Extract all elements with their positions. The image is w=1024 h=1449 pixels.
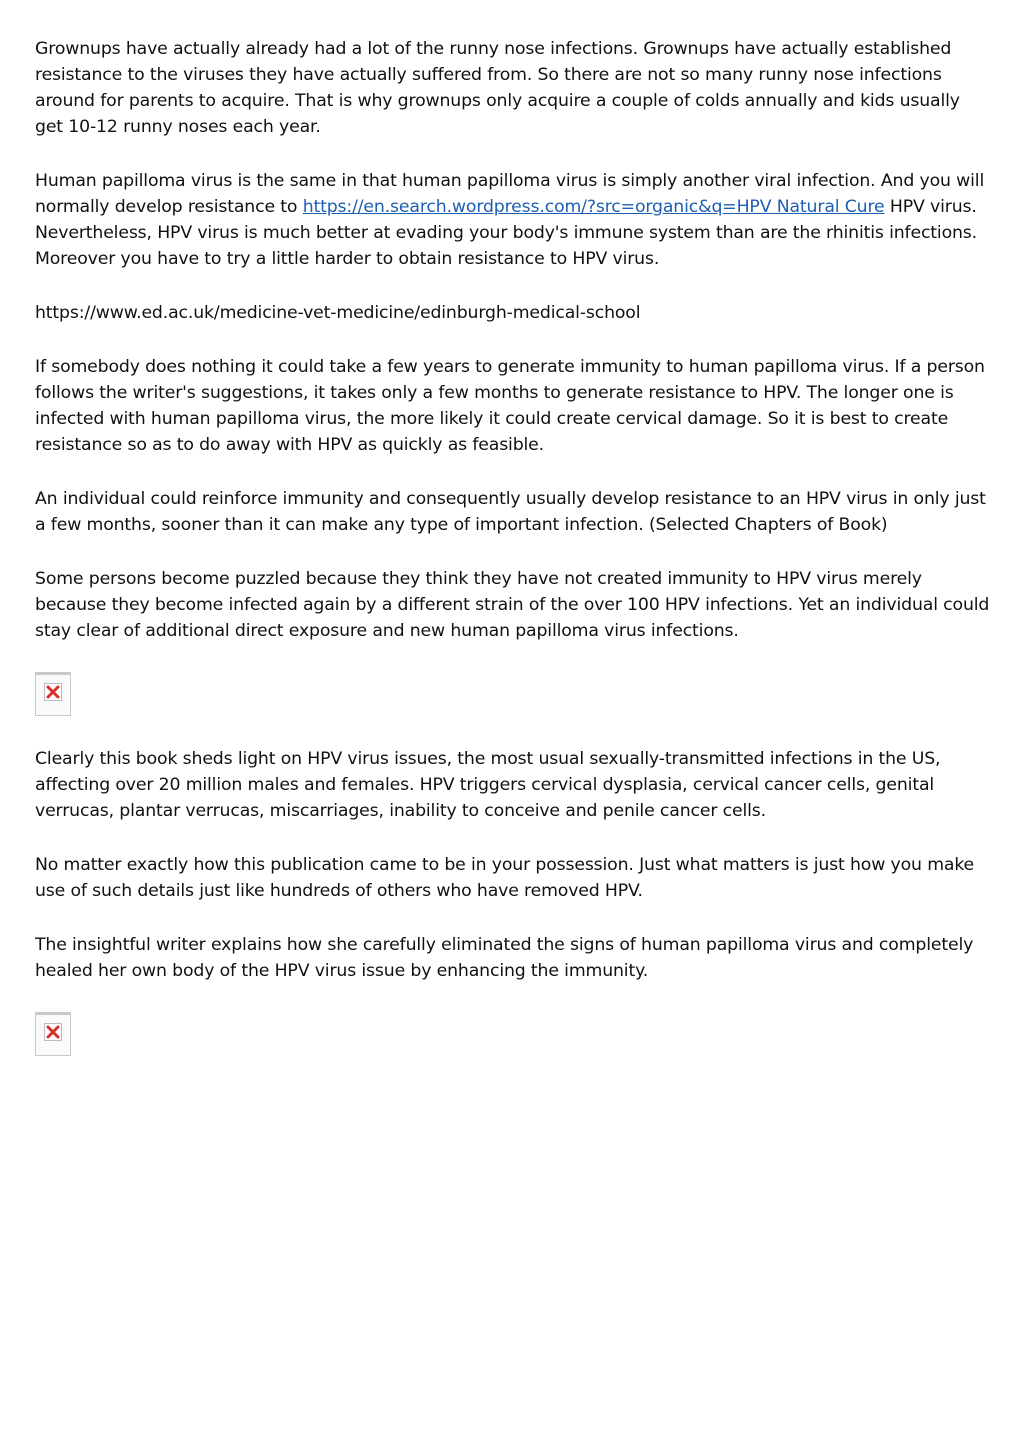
wordpress-search-link[interactable]: https://en.search.wordpress.com/?src=organic&q=HPV Natural Cure: [302, 197, 885, 217]
paragraph-url: https://www.ed.ac.uk/medicine-vet-medicine/edinburgh-medical-school: [35, 303, 641, 323]
paragraph-immunity-time: If somebody does nothing it could take a few years to generate immunity to human papilloma virus. If a person follows the writer's suggestions, it takes only a few months to generate resistance to HPV. The longer one is infected with human papilloma virus, the more likely it could create cervical damage. So it is best to create resistance so as to do away with HPV as quickly as feasible.: [35, 357, 985, 455]
paragraph-hpv-resistance: [35, 168, 990, 272]
paragraph-text-before-link: Human papilloma virus is the same in that human papilloma virus is simply another viral infection. And you will normally develop resistance to: [35, 171, 985, 217]
paragraph-writer-explains: The insightful writer explains how she carefully eliminated the signs of human papilloma virus and completely healed her own body of the HPV virus issue by enhancing the immunity.: [35, 935, 974, 981]
paragraph-possession: No matter exactly how this publication came to be in your possession. Just what matters is just how you make use of such details just like hundreds of others who have removed HPV.: [35, 855, 975, 901]
broken-image-1: [35, 672, 71, 716]
document-body: [35, 36, 990, 1086]
broken-image-icon: [44, 1023, 62, 1041]
broken-image-2: [35, 1012, 71, 1056]
paragraph-colds: Grownups have actually already had a lot of the runny nose infections. Grownups have actually established resistance to the viruses they have actually suffered from. So there are not so many runny nose infections around for parents to acquire. That is why grownups only acquire a couple of colds annually and kids usually get 10-12 runny noses each year.: [35, 39, 960, 137]
paragraph-book-light: Clearly this book sheds light on HPV virus issues, the most usual sexually-transmitted infections in the US, affecting over 20 million males and females. HPV triggers cervical dysplasia, cervical cancer cells, genital verrucas, plantar verrucas, miscarriages, inability to conceive and penile cancer cells.: [35, 749, 941, 821]
broken-image-icon: [44, 683, 62, 701]
paragraph-strains: Some persons become puzzled because they think they have not created immunity to HPV virus merely because they become infected again by a different strain of the over 100 HPV infections. Yet an individual could stay clear of additional direct exposure and new human papilloma virus infections.: [35, 569, 990, 641]
paragraph-text-after-link: HPV virus. Nevertheless, HPV virus is much better at evading your body's immune system than are the rhinitis infections. Moreover you have to try a little harder to obtain resistance to HPV virus.: [35, 197, 978, 269]
paragraph-reinforce-immunity: An individual could reinforce immunity and consequently usually develop resistance to an HPV virus in only just a few months, sooner than it can make any type of important infection. (Selected Chapters of Book): [35, 489, 986, 535]
